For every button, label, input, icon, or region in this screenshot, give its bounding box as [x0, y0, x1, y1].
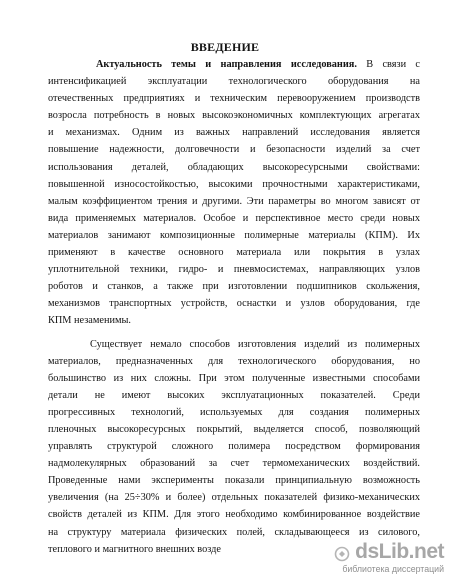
dslib-logo-icon — [334, 546, 350, 562]
paragraph-line: повышенной износостойкостью, высокими прочностными характеристиками, — [48, 178, 420, 190]
paragraph-line: управлять структурой сложного полимера посредством формирования — [48, 441, 420, 453]
paragraph-line: материалов, предназначенных для технологического оборудования, но — [48, 355, 420, 367]
paragraph-line: большинство из них сложны. При этом полученные известными способами — [48, 372, 420, 384]
paragraph-line: механизмов транспортных устройств, оснастки и узлов оборудования, где — [48, 298, 420, 310]
page-heading: ВВЕДЕНИЕ — [190, 40, 260, 54]
document-body — [48, 56, 420, 558]
paragraph-line: детали не имеют высоких эксплуатационных показателей. Среди — [48, 389, 420, 401]
lead-rest: В связи с — [366, 59, 420, 70]
paragraph-line: пленочных высокоресурсных покрытий, выделяется способ, позволяющий — [48, 423, 420, 435]
paragraph-line: материалов занимают композиционные полимерные материалы (КПМ). Их — [48, 229, 420, 241]
paragraph-line: Проведенные нами эксперименты показали принципиальную возможность — [48, 475, 420, 487]
paragraph-line: уплотнительной техники, гидро- и пневмосистемах, направляющих узлов — [48, 264, 420, 276]
paragraph-line: увеличения (на 25÷30% и более) отдельных показателей физико-механических — [48, 492, 420, 504]
watermark-logo-text: dsLib.net — [355, 540, 444, 563]
paragraph-line: применяют в качестве основного материала или покрытия в узлах — [48, 247, 420, 259]
paragraph-line: интенсификацией эксплуатации технологического оборудования на — [48, 76, 420, 88]
paragraph-line: отечественных предприятиях и техническим перевооружением производств — [48, 93, 420, 105]
lead-phrase: Актуальность темы и направления исследования. — [96, 59, 357, 70]
paragraph-line: малым коэффициентом трения и другими. Эти параметры во многом зависят от — [48, 195, 420, 207]
paragraph-line: Существует немало способов изготовления изделий из полимерных — [90, 338, 420, 350]
paragraph-line: надмолекулярных образований за счет термомеханических воздействий. — [48, 458, 420, 470]
paragraph-line: и механизмах. Одним из важных направлений исследования является — [48, 127, 420, 139]
paragraph-line: роботов и станков, а также при изготовлении подшипников скольжения, — [48, 281, 420, 293]
paragraph-line: вида применяемых материалов. Особое и перспективное место среди новых — [48, 212, 420, 224]
watermark-subtitle: библиотека диссертаций — [342, 564, 444, 574]
paragraph-line: повышение надежности, долговечности и безопасности изделий за счет — [48, 144, 420, 156]
paragraph-line: на структуру материала физических полей, складывающееся из силового, — [48, 526, 420, 538]
paragraph-line: КПМ незаменимы. — [48, 315, 131, 327]
paragraph-line: использования деталей, обладающих высокоресурсными свойствами: — [48, 161, 420, 173]
paragraph-line: прогрессивных технологий, используемых для создания полимерных — [48, 406, 420, 418]
paragraph-line: возросла потребность в новых высокоэкономичных комплектующих агрегатах — [48, 110, 420, 122]
dslib-watermark[interactable] — [340, 540, 444, 576]
paragraph-line — [48, 56, 420, 73]
paragraph-line: теплового и магнитного внешних возде — [48, 543, 221, 555]
paragraph-line: свойств деталей из КПМ. Для этого необходимо комбинированное воздействие — [48, 509, 420, 521]
